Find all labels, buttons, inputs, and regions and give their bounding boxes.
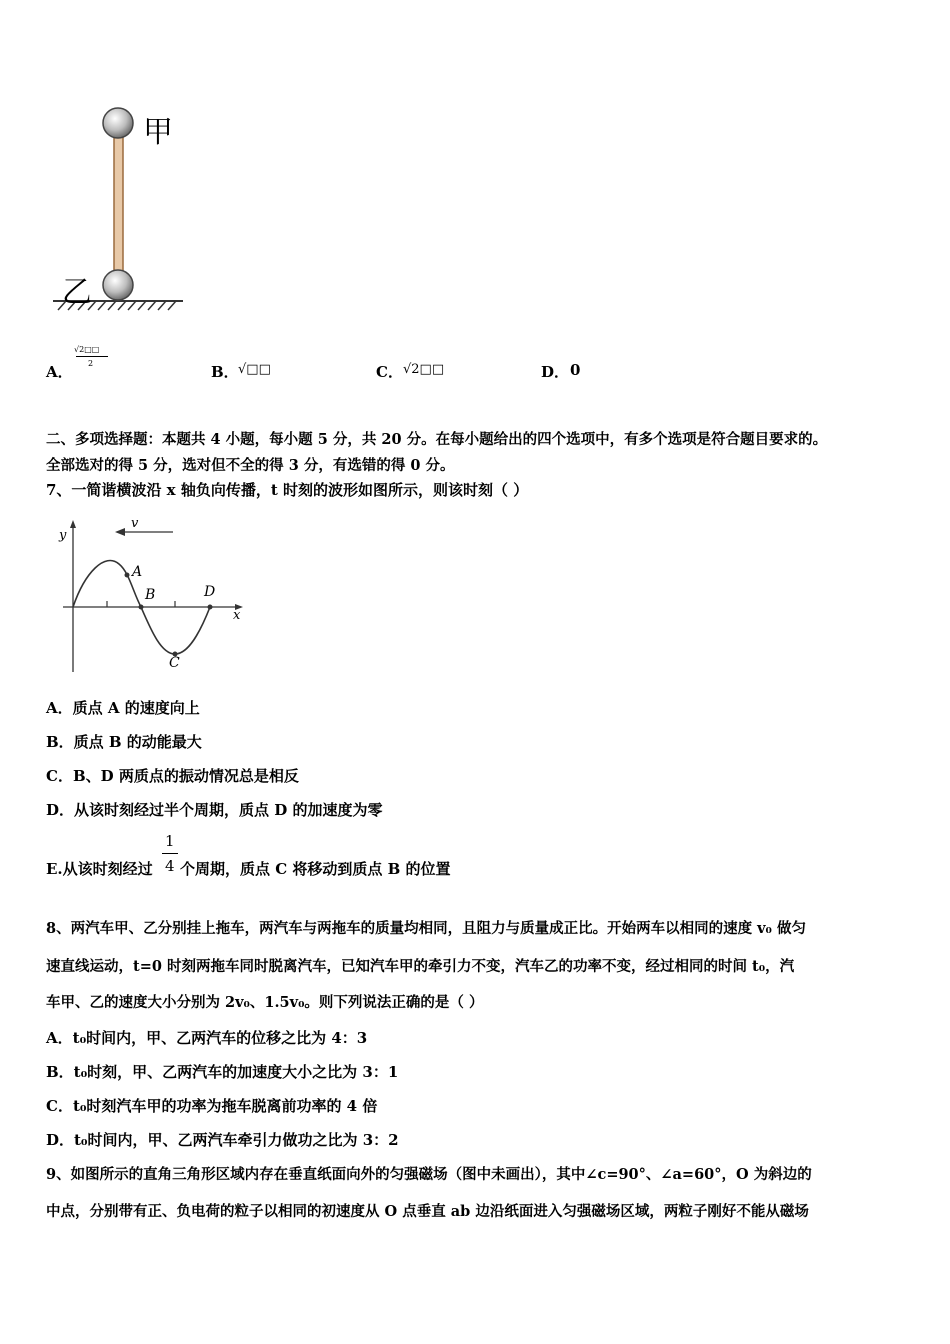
q7-stem: 7、一简谐横波沿 x 轴负向传播，t 时刻的波形如图所示，则该时刻（ ）: [46, 481, 529, 499]
wave-label-d: D: [204, 584, 216, 600]
q7-option-d: D．从该时刻经过半个周期，质点 D 的加速度为零: [46, 801, 383, 819]
q7-option-e-fraction-bar: [162, 853, 178, 854]
q6-option-c-letter: C．: [376, 363, 403, 381]
q7-option-e-denominator: 4: [165, 857, 175, 875]
q8-line1: 8、两汽车甲、乙分别挂上拖车，两汽车与两拖车的质量均相同，且阻力与质量成正比。开始两车以相同的速度 v₀ 做匀: [46, 920, 806, 937]
q6-option-b-value: √□□: [238, 362, 271, 377]
q7-option-c: C．B、D 两质点的振动情况总是相反: [46, 767, 299, 785]
ball-top: [103, 108, 133, 138]
q6-option-a-letter: A．: [46, 363, 73, 381]
wave-label-v: v: [131, 516, 139, 531]
q8-option-d: D．t₀时间内，甲、乙两汽车牵引力做功之比为 3：2: [46, 1131, 399, 1149]
label-jia: 甲: [143, 115, 173, 150]
q6-option-a-denominator: 2: [88, 359, 94, 368]
label-yi: 乙: [62, 275, 92, 310]
q6-option-b-letter: B．: [211, 363, 239, 381]
wave-label-x: x: [233, 608, 241, 623]
q8-line3: 车甲、乙的速度大小分别为 2v₀、1.5v₀。则下列说法正确的是（ ）: [46, 994, 484, 1011]
wave-label-b: B: [145, 587, 156, 603]
rod-figure: [48, 95, 248, 325]
velocity-arrow-head: [115, 528, 125, 536]
q6-option-d-value: 0: [570, 361, 581, 379]
q6-option-a-fraction-bar: [76, 356, 108, 357]
section2-header-line2: 全部选对的得 5 分，选对但不全的得 3 分，有选错的得 0 分。: [46, 457, 455, 474]
section2-header-line1: 二、多项选择题：本题共 4 小题，每小题 5 分，共 20 分。在每小题给出的四个选项中，有多个选项是符合题目要求的。: [46, 431, 828, 448]
ball-bottom: [103, 270, 133, 300]
q7-option-b: B．质点 B 的动能最大: [46, 733, 202, 751]
q7-option-e-numerator: 1: [165, 832, 175, 850]
wave-label-a: A: [132, 564, 143, 580]
point-d: [208, 605, 213, 610]
q6-option-a-numerator: √2□□: [74, 345, 100, 354]
q7-option-e-suffix: 个周期，质点 C 将移动到质点 B 的位置: [180, 860, 451, 878]
point-b: [139, 605, 144, 610]
q6-option-d-letter: D．: [541, 363, 570, 381]
q9-line1: 9、如图所示的直角三角形区域内存在垂直纸面向外的匀强磁场（图中未画出），其中∠c=90°、∠a=60°，O 为斜边的: [46, 1166, 812, 1183]
q9-line2: 中点，分别带有正、负电荷的粒子以相同的初速度从 O 点垂直 ab 边沿纸面进入匀强磁场区域，两粒子刚好不能从磁场: [46, 1203, 809, 1220]
wave-label-y: y: [59, 528, 67, 543]
wave-label-c: C: [169, 655, 180, 671]
rod: [114, 129, 123, 279]
q8-option-c: C．t₀时刻汽车甲的功率为拖车脱离前功率的 4 倍: [46, 1097, 378, 1115]
point-a: [125, 573, 130, 578]
q8-option-a: A．t₀时间内，甲、乙两汽车的位移之比为 4：3: [46, 1029, 368, 1047]
y-axis-arrow: [70, 520, 76, 528]
q7-option-e-prefix: E.从该时刻经过: [46, 860, 153, 878]
q8-line2: 速直线运动，t=0 时刻两拖车同时脱离汽车，已知汽车甲的牵引力不变，汽车乙的功率不变，经过相同的时间 t₀，汽: [46, 958, 795, 975]
q6-option-c-value: √2□□: [403, 362, 445, 377]
wave-figure: [55, 512, 255, 677]
q8-option-b: B．t₀时刻，甲、乙两汽车的加速度大小之比为 3：1: [46, 1063, 399, 1081]
q7-option-a: A．质点 A 的速度向上: [46, 699, 200, 717]
